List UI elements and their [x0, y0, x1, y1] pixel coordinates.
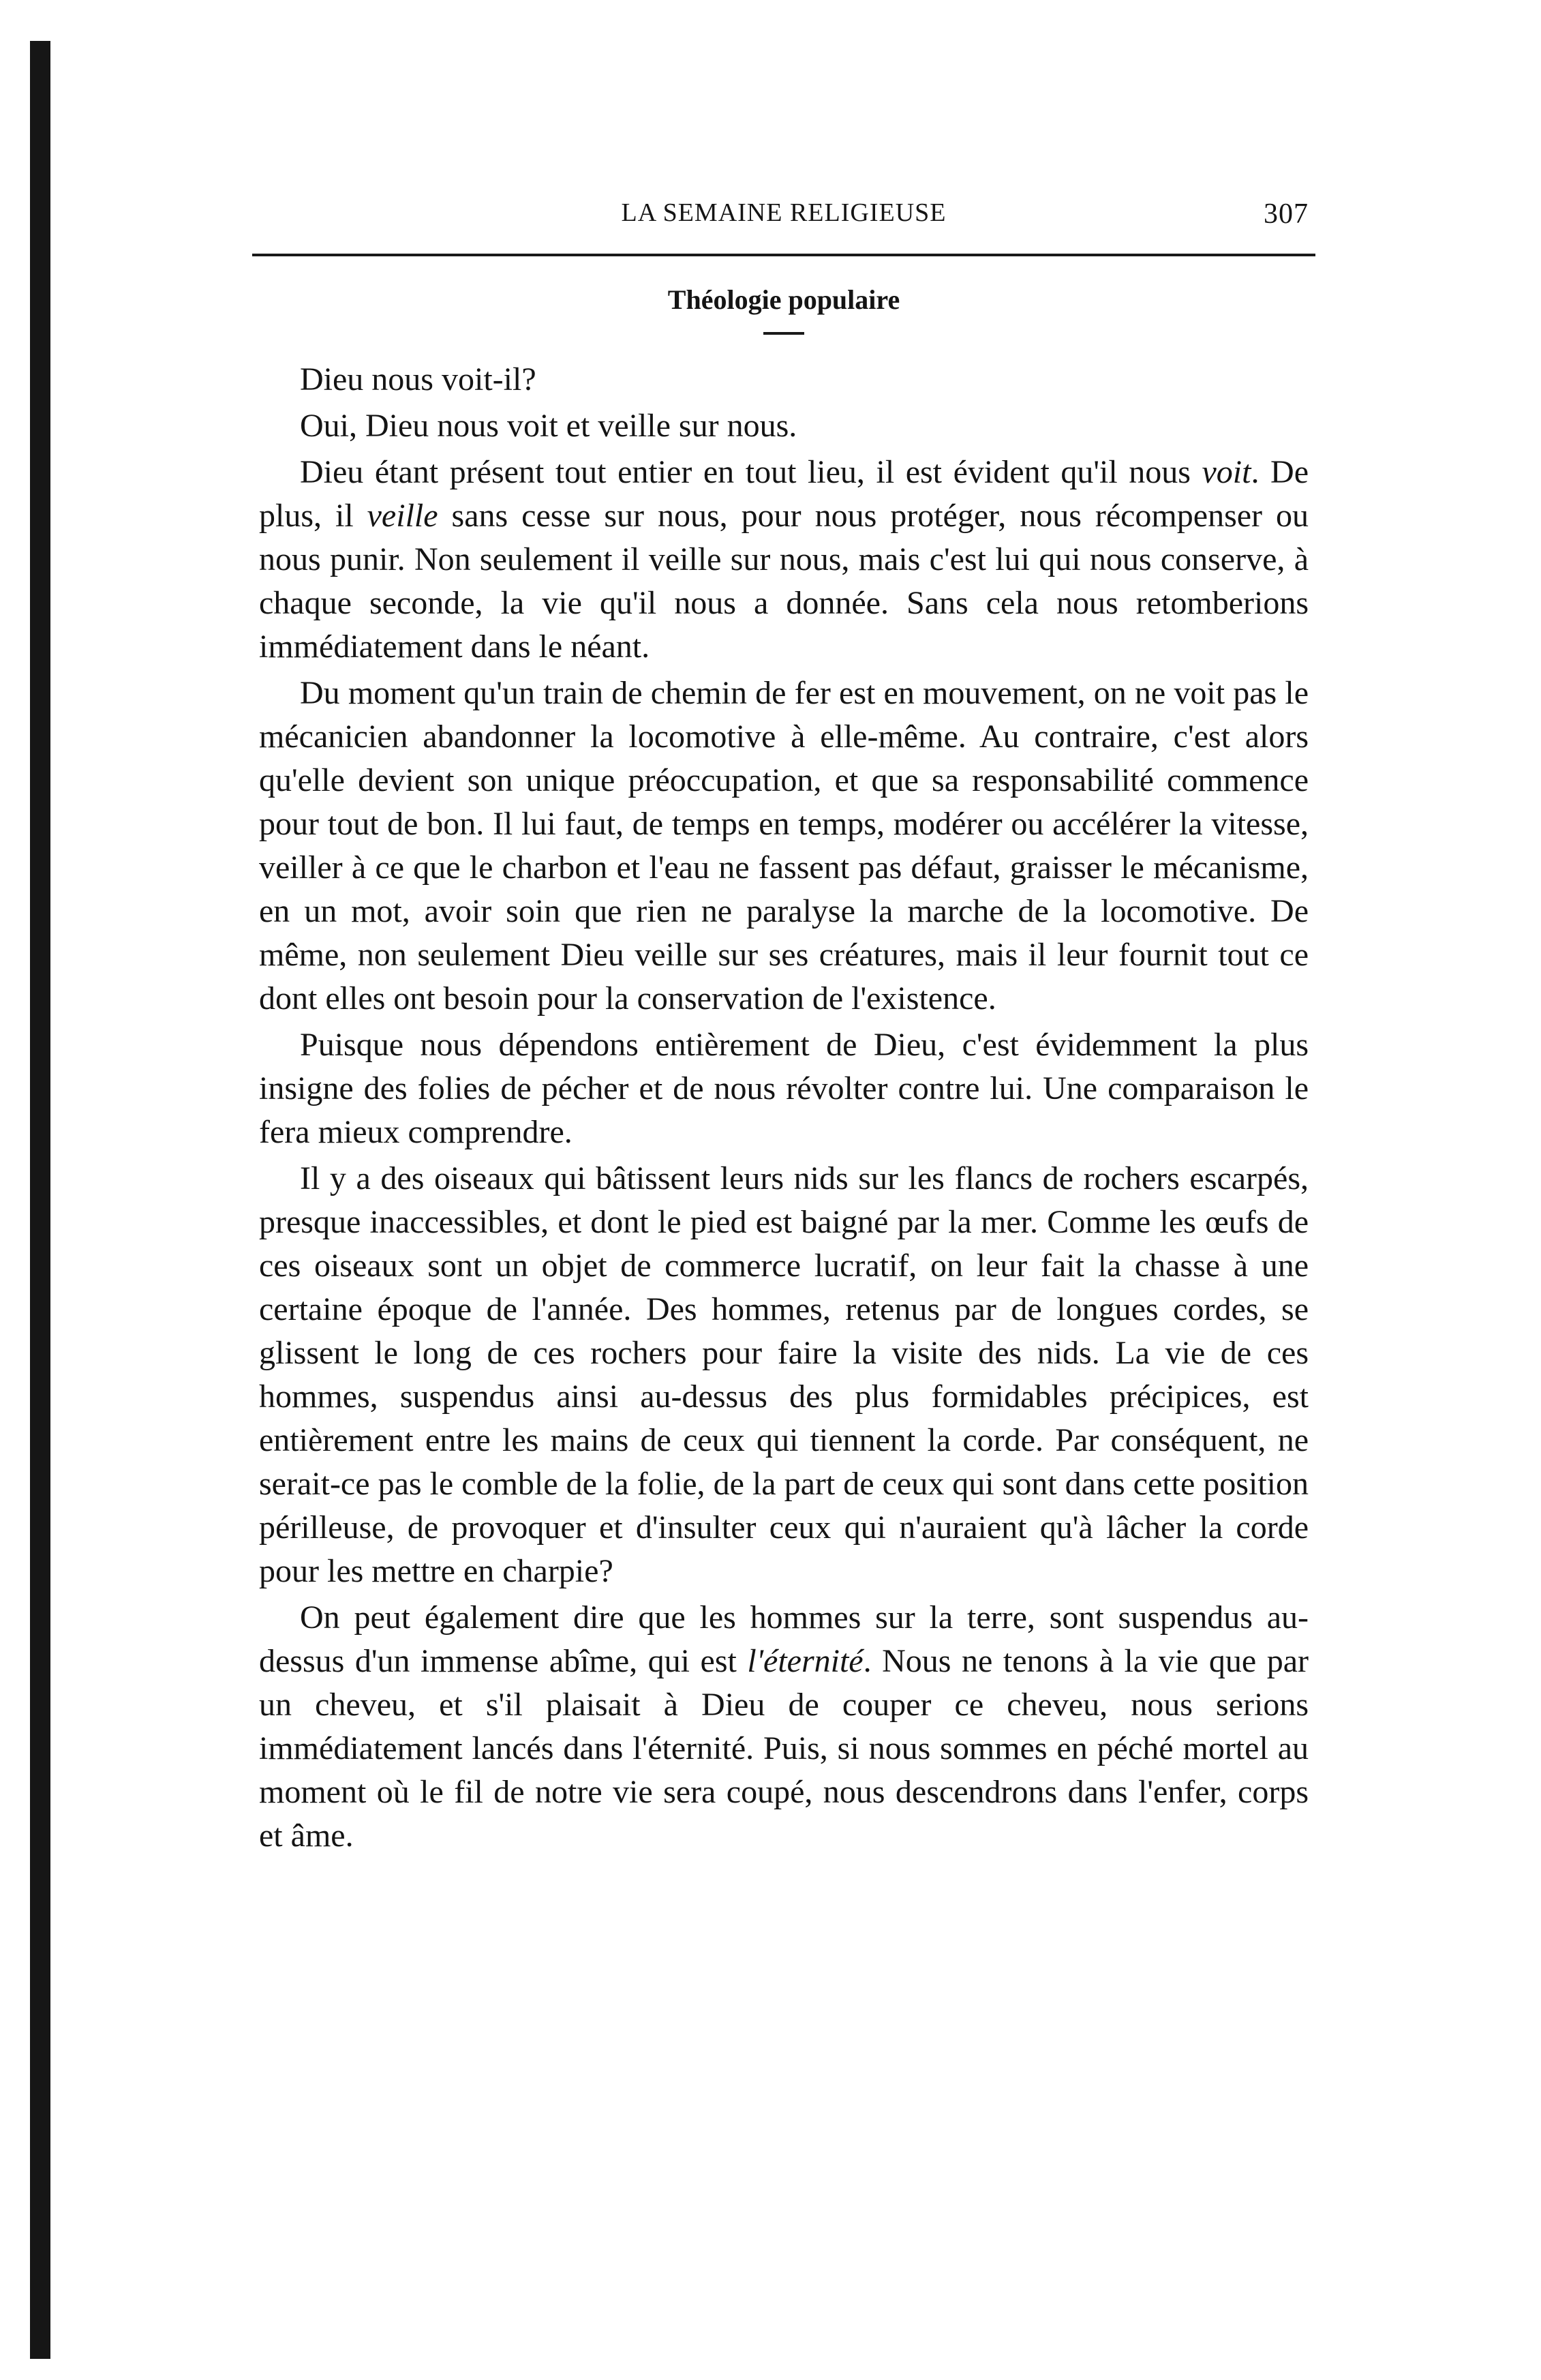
italic-voit: voit [1202, 454, 1251, 490]
running-title: LA SEMAINE RELIGIEUSE [621, 198, 947, 227]
running-header [259, 198, 1309, 239]
title-dash [763, 332, 804, 335]
header-rule [252, 254, 1315, 256]
paragraph-presence [259, 451, 1309, 669]
italic-eternite: l'éternité [747, 1643, 864, 1679]
page-binding-edge [30, 41, 50, 2359]
paragraph-train: Du moment qu'un train de chemin de fer est en mouvement, on ne voit pas le mécanicien abandonner la locomotive à elle-même. Au contraire, c'est alors qu'elle devient son unique préoccupation, et que sa responsabilité commence pour tout de bon. Il lui faut, de temps en temps, modérer ou accélérer la vitesse, veiller à ce que le charbon et l'eau ne fassent pas défaut, graisser le mécanisme, en un mot, avoir soin que rien ne paralyse la marche de la locomotive. De même, non seulement Dieu veille sur ses créatures, mais il leur fournit tout ce dont elles ont besoin pour la conservation de l'existence. [259, 675, 1309, 1016]
text-run: On peut également dire que les hommes sur la terre, sont suspendus au-dessus d'un immense abîme, qui est [259, 1599, 1309, 1679]
page-number: 307 [1264, 198, 1309, 230]
italic-veille: veille [367, 498, 438, 534]
text-run: Dieu étant présent tout entier en tout lieu, il est évident qu'il nous [300, 454, 1202, 490]
paragraph-dependence: Puisque nous dépendons entièrement de Dieu, c'est évidemment la plus insigne des folies de pécher et de nous révolter contre lui. Une comparaison le fera mieux comprendre. [259, 1027, 1309, 1150]
text-run: sans cesse sur nous, pour nous protéger, nous récompenser ou nous punir. Non seulement il veille sur nous, mais c'est lui qui nous conserve, à chaque seconde, la vie qu'il nous a donnée. Sans cela nous retomberions immédiatement dans le néant. [259, 498, 1309, 665]
paragraph-abyss [259, 1596, 1309, 1858]
text-run: . Nous ne tenons à la vie que par un cheveu, et s'il plaisait à Dieu de couper ce cheveu, nous serions immédiatement lancés dans l'éternité. Puis, si nous sommes en péché mortel au moment où le fil de notre vie sera coupé, nous descendrons dans l'enfer, corps et âme. [259, 1643, 1309, 1854]
text-run: . De plus, il [259, 454, 1309, 534]
book-page [259, 198, 1309, 1861]
paragraph-answer: Oui, Dieu nous voit et veille sur nous. [300, 408, 797, 444]
paragraph-birds: Il y a des oiseaux qui bâtissent leurs nids sur les flancs de rochers escarpés, presque inaccessibles, et dont le pied est baigné par la mer. Comme les œufs de ces oiseaux sont un objet de commerce lucratif, on leur fait la chasse à une certaine époque de l'année. Des hommes, retenus par de longues cordes, se glissent le long de ces rochers pour faire la visite des nids. La vie de ces hommes, suspendus ainsi au-dessus des plus formidables précipices, est entièrement entre les mains de ceux qui tiennent la corde. Par conséquent, ne serait-ce pas le comble de la folie, de la part de ceux qui sont dans cette position périlleuse, de provoquer et d'insulter ceux qui n'auraient qu'à lâcher la corde pour les mettre en charpie? [259, 1160, 1309, 1589]
paragraph-question: Dieu nous voit-il? [300, 361, 536, 397]
section-title: Théologie populaire [667, 284, 900, 315]
